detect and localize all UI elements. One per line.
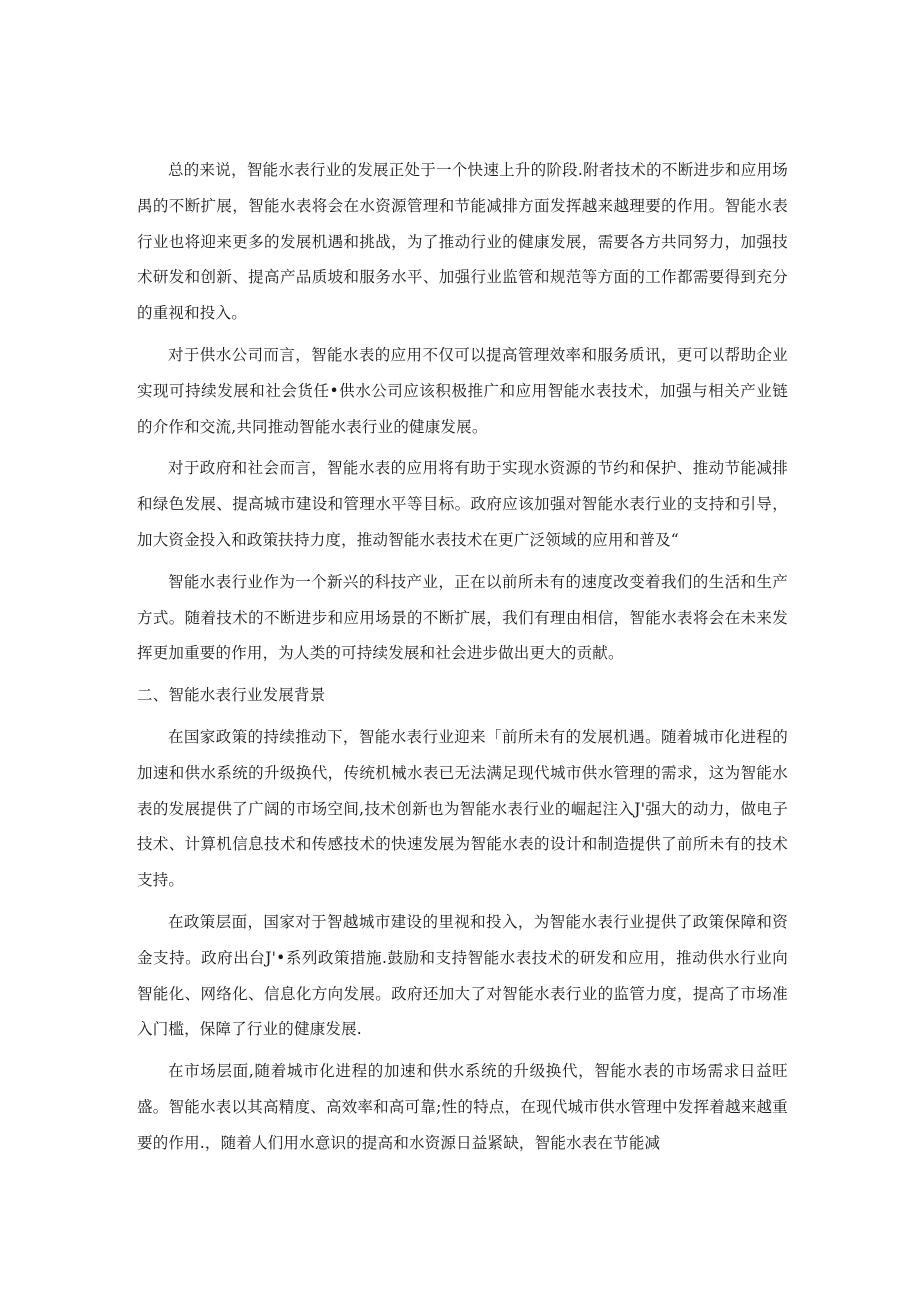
paragraph-water-companies: 对于供水公司而言，智能水表的应用不仅可以提高管理效率和服务质讯，更可以帮助企业实现可持续发展和社会货任•供水公司应该积极推广和应用智能水表技术，加强与相关产业链的介作和交流,共同推动智能水表行业的健康发展。: [137, 345, 788, 436]
paragraph-policy-drive: 在国家政策的持续推动下，智能水表行业迎来「前所未有的发展机遇。随着城市化进程的加速和供水系统的升级换代，传统机械水表已无法满足现代城市供水管理的需求，这为智能水表的发展提供了广阔的市场空间,技术创新也为智能水表行业的崛起注入J'强大的动力，做电子技术、计算机信息技术和传感技术的快速发展为智能水表的设计和制造提供了前所未有的技术支持。: [137, 727, 788, 890]
paragraph-emerging-industry: 智能水表行业作为一个新兴的科技产业，正在以前所未有的速度改变着我们的生活和生产方式。随着技术的不断进步和应用场景的不断扩展，我们有理由相信，智能水表将会在未来发挥更加重要的作用，为人类的可持续发展和社会进步做出更大的贡献。: [137, 572, 788, 663]
document-body: [137, 153, 788, 1168]
paragraph-summary: 总的来说，智能水表行业的发展正处于一个快速上升的阶段.附者技术的不断进步和应用场禺的不断扩展，智能水表将会在水资源管理和节能减排方面发挥越来越理要的作用。智能水表行业也将迎来更多的发展机遇和挑战，为了推动行业的健康发展，需要各方共同努力，加强技术研发和创新、提高产品质坡和服务水平、加强行业监管和规范等方面的工作都需要得到充分的重视和投入。: [137, 161, 788, 323]
paragraph-government: 对于政府和社会而言，智能水表的应用将有助于实现水资源的节约和保护、推动节能减排和绿色发展、提高城市建设和管理水平等目标。政府应该加强对智能水表行业的支持和引导，加大资金投入和政策扶持力度，推动智能水表技术在更广泛领域的应用和普及“: [137, 459, 788, 549]
section-heading: 二、智能水表行业发展背景: [137, 686, 326, 705]
paragraph-policy-level: 在政策层面，国家对于智越城市建设的里视和投入，为智能水表行业提供了政策保障和资金支持。政府出台J'•系列政策措施.鼓励和支持智能水表技术的研发和应用，推动供水行业向智能化、网络化、信息化方向发展。政府还加大了对智能水表行业的监管力度，提高了市场准入门槛，保障了行业的健康发展.: [137, 912, 788, 1039]
paragraph-market-level: 在市场层面,随着城市化进程的加速和供水系统的升级换代，智能水表的市场需求日益旺盛。智能水表以其高精度、高效率和高可靠;性的特点，在现代城市供水管理中发挥着越来越重要的作用.，随着人们用水意识的提高和水资源日益紧缺，智能水表在节能减: [137, 1062, 788, 1152]
